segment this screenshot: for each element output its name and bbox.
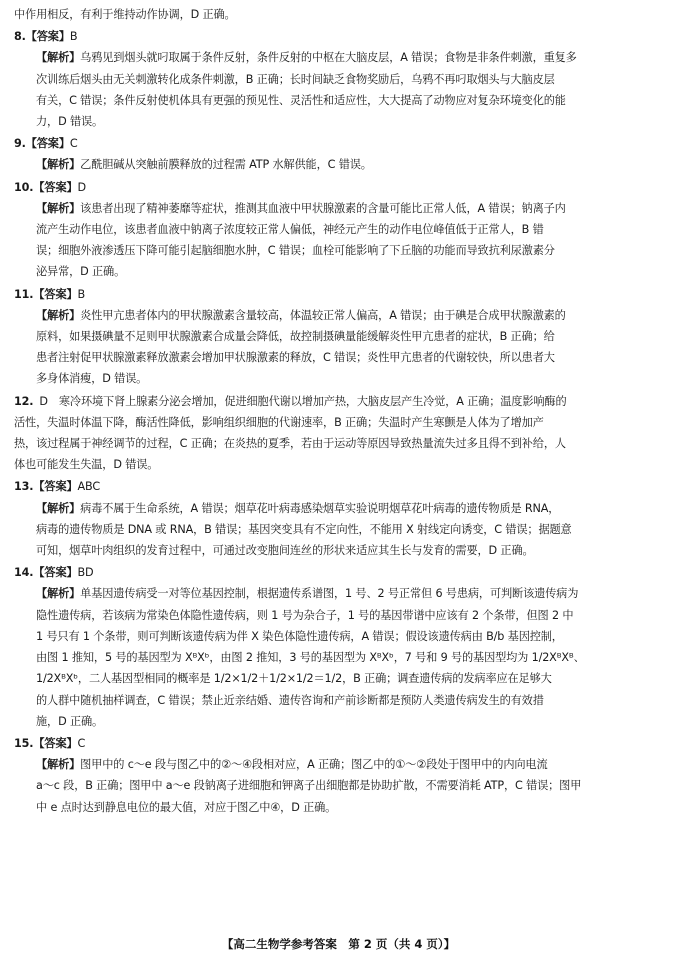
answer-value: C [77,736,86,750]
analysis-line [14,690,666,711]
answer-item [14,733,666,818]
analysis-line [14,240,666,261]
analysis-text: 1/2XᴮXᵇ，二人基因型相同的概率是 1/2×1/2＋1/2×1/2＝1/2，B 正确；调查遗传病的发病率应在足够大 [36,672,552,686]
analysis-label: 【解析】 [36,501,81,515]
analysis-line [14,797,666,818]
analysis-line [14,261,666,282]
analysis-label: 【解析】 [36,51,81,65]
item-heading [14,562,666,583]
analysis-text: 该患者出现了精神萎靡等症状，推测其血液中甲状腺激素的含量可能比正常人低，A 错误；钠离子内 [80,201,566,215]
answer-item [14,391,666,476]
item-number: 14. [14,566,34,580]
analysis-line [14,454,666,475]
answer-label: 【答案】 [25,30,70,44]
analysis-line [14,605,666,626]
analysis-text: 乌鸦见到烟头就叼取属于条件反射，条件反射的中枢在大脑皮层，A 错误；食物是非条件刺激，重复多 [80,51,577,65]
analysis-text: 1 号只有 1 个条带，则可判断该遗传病为伴 X 染色体隐性遗传病，A 错误；假设该遗传病由 B/b 基因控制， [36,629,563,643]
analysis-line [14,347,666,368]
analysis-text: 有关，C 错误；条件反射使机体具有更强的预见性、灵活性和适应性，大大提高了动物应对复杂环境变化的能 [36,93,566,107]
answer-item [14,284,666,390]
answer-label: 【答案】 [33,480,78,494]
analysis-text: 力，D 错误。 [36,115,104,129]
answer-page [14,4,666,818]
analysis-line [14,583,666,604]
analysis-text: 单基因遗传病受一对等位基因控制，根据遗传系谱图，1 号、2 号正常但 6 号患病，可判断该遗传病为 [80,587,579,601]
analysis-line [14,368,666,389]
analysis-text: 泌异常，D 正确。 [36,265,126,279]
item-heading [14,391,666,412]
answer-item [14,133,666,175]
item-number: 13. [14,480,34,494]
analysis-text: 的人群中随机抽样调查，C 错误；禁止近亲结婚、遗传咨询和产前诊断都是预防人类遗传病发生的有效措 [36,693,544,707]
analysis-label: 【解析】 [36,158,81,172]
item-direct-text: D 寒冷环境下肾上腺素分泌会增加，促进细胞代谢以增加产热，大脑皮层产生冷觉，A 正确；温度影响酶的 [39,394,567,408]
analysis-text: 病毒的遗传物质是 DNA 或 RNA，B 错误；基因突变具有不定向性，不能用 X 射线定向诱变，C 错误；据题意 [36,522,572,536]
analysis-line [14,326,666,347]
answer-label: 【答案】 [33,180,78,194]
answer-label: 【答案】 [33,566,78,580]
analysis-line [14,626,666,647]
answer-item [14,476,666,561]
item-number: 11. [14,287,34,301]
analysis-text: 患者注射促甲状腺激素释放激素会增加甲状腺激素的释放，C 错误；炎性甲亢患者的代谢较快，所以患者大 [36,351,555,365]
item-number: 10. [14,180,34,194]
analysis-text: 乙酰胆碱从突触前膜释放的过程需 ATP 水解供能，C 错误。 [80,158,372,172]
answer-items [14,26,666,818]
item-heading [14,733,666,754]
answer-value: D [77,180,86,194]
analysis-line [14,711,666,732]
answer-value: ABC [77,480,101,494]
analysis-text: 施，D 正确。 [36,714,104,728]
analysis-line [14,111,666,132]
analysis-label: 【解析】 [36,201,81,215]
analysis-line [14,775,666,796]
answer-value: B [69,30,78,44]
analysis-text: 次训练后烟头由无关刺激转化成条件刺激，B 正确；长时间缺乏食物奖励后，乌鸦不再叼取烟头与大脑皮层 [36,72,555,86]
answer-item [14,562,666,732]
analysis-text: 原料，如果摄碘量不足则甲状腺激素合成量会降低，故控制摄碘量能缓解炎性甲亢患者的症状，B 正确；给 [36,330,555,344]
intro-line: 中作用相反，有利于维持动作协调，D 正确。 [14,8,236,21]
analysis-text: 流产生动作电位，该患者血液中钠离子浓度较正常人偏低，神经元产生的动作电位峰值低于正常人，B 错 [36,223,544,237]
answer-value: BD [77,566,94,580]
analysis-text: 中 e 点时达到静息电位的最大值，对应于图乙中④，D 正确。 [36,800,337,814]
analysis-text: 热，该过程属于神经调节的过程，C 正确；在炎热的夏季，若由于运动等原因导致热量流失过多且得不到补给，人 [14,437,566,451]
analysis-line [14,47,666,68]
analysis-text: 病毒不属于生命系统，A 错误；烟草花叶病毒感染烟草实验说明烟草花叶病毒的遗传物质是 RNA， [80,501,560,515]
analysis-text: 可知，烟草叶肉组织的发育过程中，可通过改变胞间连丝的形状来适应其生长与发育的需要，D 正确。 [36,544,534,558]
analysis-text: 多身体消瘦，D 错误。 [36,372,148,386]
analysis-line [14,754,666,775]
answer-label: 【答案】 [33,287,78,301]
answer-label: 【答案】 [33,736,78,750]
item-number: 8. [14,30,26,44]
analysis-text: 图甲中的 c～e 段与图乙中的②～④段相对应，A 正确；图乙中的①～②段处于图甲中的内向电流 [80,758,548,772]
analysis-line [14,498,666,519]
answer-value: C [69,137,78,151]
analysis-text: 误；细胞外液渗透压下降可能引起脑细胞水肿，C 错误；血栓可能影响了下丘脑的功能而导致抗利尿激素分 [36,244,555,258]
analysis-text: 由图 1 推知，5 号的基因型为 XᴮXᵇ，由图 2 推知，3 号的基因型为 XᴮXᵇ，7 号和 9 号的基因型均为 1/2XᴮXᴮ、 [36,651,585,665]
answer-item [14,177,666,283]
page-footer: 【高二生物学参考答案 第 2 页（共 4 页）】 [221,937,456,951]
analysis-label: 【解析】 [36,587,81,601]
analysis-line [14,198,666,219]
analysis-line [14,519,666,540]
item-number: 12. [14,394,34,408]
analysis-line [14,305,666,326]
analysis-line [14,647,666,668]
item-heading [14,284,666,305]
analysis-line [14,154,666,175]
analysis-text: 体也可能发生失温，D 错误。 [14,458,159,472]
analysis-line [14,540,666,561]
analysis-line [14,433,666,454]
analysis-text: 隐性遗传病，若该病为常染色体隐性遗传病，则 1 号为杂合子，1 号的基因带谱中应该有 2 个条带，但图 2 中 [36,608,574,622]
item-number: 9. [14,137,26,151]
analysis-label: 【解析】 [36,308,81,322]
analysis-line [14,219,666,240]
analysis-label: 【解析】 [36,758,81,772]
item-heading [14,133,666,154]
analysis-line [14,69,666,90]
item-number: 15. [14,736,34,750]
analysis-text: 炎性甲亢患者体内的甲状腺激素含量较高，体温较正常人偏高，A 错误；由于碘是合成甲状腺激素的 [80,308,566,322]
analysis-line [14,412,666,433]
item-heading [14,476,666,497]
answer-value: B [77,287,86,301]
analysis-line [14,90,666,111]
analysis-text: a～c 段，B 正确；图甲中 a～e 段钠离子进细胞和钾离子出细胞都是协助扩散，不需要消耗 ATP，C 错误；图甲 [36,779,582,793]
analysis-line [14,668,666,689]
item-heading [14,26,666,47]
item-heading [14,177,666,198]
answer-item [14,26,666,132]
analysis-text: 活性，失温时体温下降，酶活性降低，影响组织细胞的代谢速率，B 正确；失温时产生寒颤是人体为了增加产 [14,415,544,429]
answer-label: 【答案】 [25,137,70,151]
